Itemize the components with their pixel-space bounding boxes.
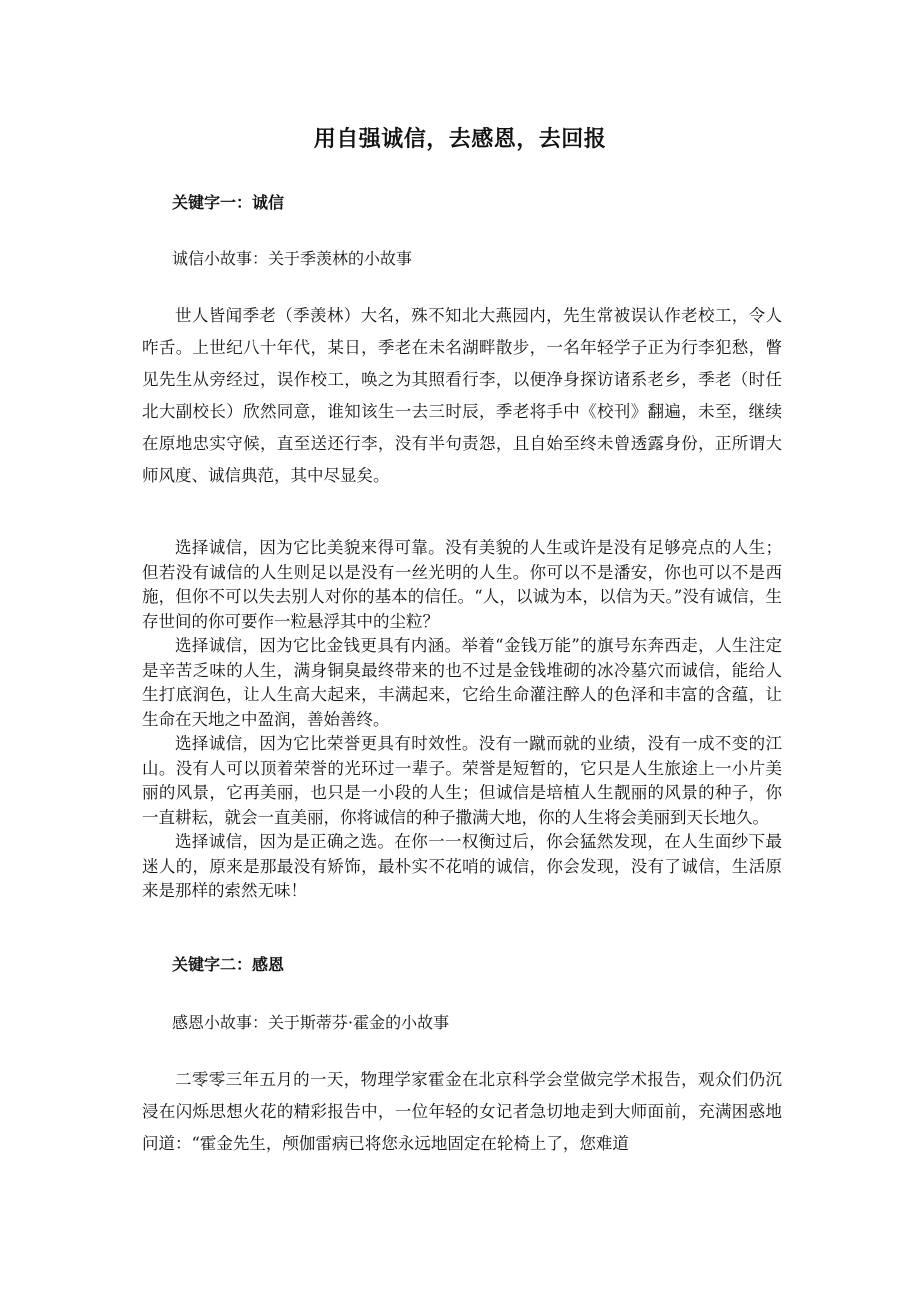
section-1-keyword: 关键字一：诚信 (172, 193, 285, 212)
section-2-story-paragraph: 二零零三年五月的一天，物理学家霍金在北京科学会堂做完学术报告，观众们仍沉浸在闪烁思想火花的精彩报告中，一位年轻的女记者急切地走到大师面前，充满困惑地问道：“霍金先生，颅伽雷病已将您永远地固定在轮椅上了，您难道 (142, 1070, 782, 1153)
essay-paragraph-3: 选择诚信，因为它比荣誉更具有时效性。没有一蹴而就的业绩，没有一成不变的江山。没有人可以顶着荣誉的光环过一辈子。荣誉是短暂的，它只是人生旅途上一小片美丽的风景，它再美丽，也只是一小段的人生；但诚信是培植人生靓丽的风景的种子，你一直耕耘，就会一直美丽，你将诚信的种子撒满大地，你的人生将会美丽到天长地久。 (142, 734, 782, 827)
section-2-story-text-block (142, 1064, 782, 1160)
section-1-story-title: 诚信小故事：关于季羡林的小故事 (172, 249, 413, 268)
essay-paragraph-2: 选择诚信，因为它比金钱更具有内涵。举着“金钱万能”的旗号东奔西走，人生注定是辛苦乏味的人生，满身铜臭最终带来的也不过是金钱堆砌的冰冷墓穴而诚信，能给人生打底润色，让人生高大起来，丰满起来，它给生命灌注醉人的色泽和丰富的含蕴，让生命在天地之中盈润，善始善终。 (142, 636, 782, 729)
section-1-story-paragraph: 世人皆闻季老（季羡林）大名，殊不知北大燕园内，先生常被误认作老校工，令人咋舌。上世纪八十年代，某日，季老在未名湖畔散步，一名年轻学子正为行李犯愁，瞥见先生从旁经过，误作校工，唤之为其照看行李，以便净身探访诸系老乡，季老（时任北大副校长）欣然同意，谁知该生一去三时辰，季老将手中《校刊》翻遍，未至，继续在原地忠实守候，直至送还行李，没有半句责怨，且自始至终未曾透露身份，正所谓大师风度、诚信典范，其中尽显矣。 (142, 306, 782, 485)
document-title: 用自强诚信，去感恩，去回报 (313, 127, 607, 152)
section-2-story-title: 感恩小故事：关于斯蒂芬·霍金的小故事 (172, 1013, 450, 1032)
section-2-keyword: 关键字二：感恩 (172, 955, 285, 974)
essay-paragraph-1: 选择诚信，因为它比美貌来得可靠。没有美貌的人生或许是没有足够亮点的人生；但若没有诚信的人生则足以是没有一丝光明的人生。你可以不是潘安，你也可以不是西施，但你不可以失去别人对你的基本的信任。“人，以诚为本，以信为天。”没有诚信，生存世间的你可要作一粒悬浮其中的尘粒？ (142, 538, 782, 631)
section-1-essay-block (142, 536, 782, 904)
section-1-story-text-block (142, 300, 782, 492)
essay-paragraph-4: 选择诚信，因为是正确之选。在你一一权衡过后，你会猛然发现，在人生面纱下最迷人的，原来是那最没有矫饰，最朴实不花哨的诚信，你会发现，没有了诚信，生活原来是那样的索然无味！ (142, 832, 782, 900)
